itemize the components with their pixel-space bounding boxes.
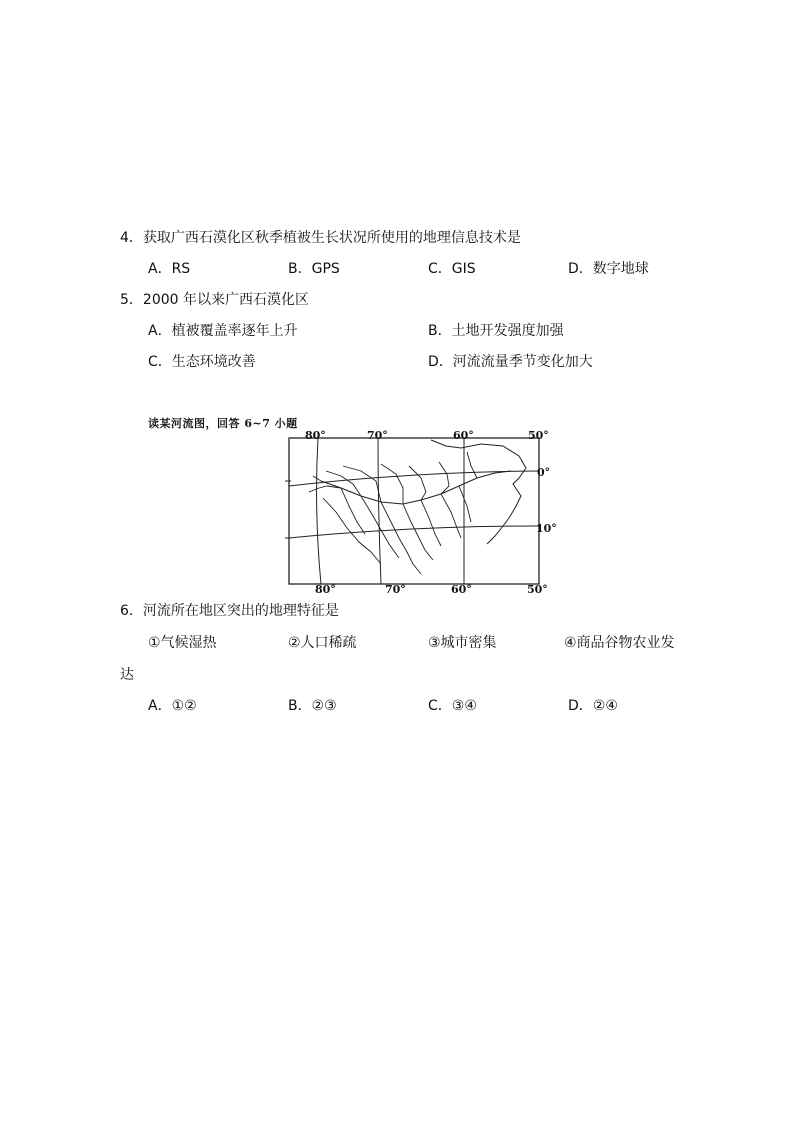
parallel-0 bbox=[289, 471, 539, 486]
q4-option-d: D．数字地球 bbox=[568, 261, 649, 277]
label-top-50: 50° bbox=[528, 429, 549, 442]
q6-item-1: ①气候湿热 bbox=[148, 635, 217, 651]
q5-option-b: B．土地开发强度加强 bbox=[428, 323, 564, 339]
label-bottom-80: 80° bbox=[315, 583, 336, 594]
label-top-80: 80° bbox=[305, 429, 326, 442]
q6-item-4: ④商品谷物农业发 bbox=[564, 635, 675, 651]
label-right-0: 0° bbox=[537, 466, 551, 479]
q6-item-2: ②人口稀疏 bbox=[288, 635, 357, 651]
q6-item-3: ③城市密集 bbox=[428, 635, 497, 651]
q4-option-b: B．GPS bbox=[288, 261, 340, 277]
label-bottom-70: 70° bbox=[385, 583, 406, 594]
q6-option-a: A．①② bbox=[148, 698, 197, 714]
label-top-70: 70° bbox=[367, 429, 388, 442]
q6-option-b: B．②③ bbox=[288, 698, 337, 714]
q5-option-d: D．河流流量季节变化加大 bbox=[428, 354, 593, 370]
question-4-stem: 4．获取广西石漠化区秋季植被生长状况所使用的地理信息技术是 bbox=[120, 230, 521, 246]
q5-option-a: A．植被覆盖率逐年上升 bbox=[148, 323, 298, 339]
q6-option-d: D．②④ bbox=[568, 698, 618, 714]
question-5-stem: 5．2000 年以来广西石漠化区 bbox=[120, 292, 309, 308]
question-6-stem: 6．河流所在地区突出的地理特征是 bbox=[120, 603, 339, 619]
q6-option-c: C．③④ bbox=[428, 698, 477, 714]
meridian-80 bbox=[317, 438, 321, 584]
river-map bbox=[281, 426, 557, 594]
map-caption: 读某河流图，回答 6~7 小题 bbox=[148, 417, 298, 430]
q4-option-a: A．RS bbox=[148, 261, 191, 277]
label-bottom-50: 50° bbox=[527, 583, 548, 594]
main-river bbox=[321, 471, 511, 504]
label-right-10: 10° bbox=[536, 522, 557, 535]
q4-option-c: C．GIS bbox=[428, 261, 476, 277]
q6-item-4-wrap: 达 bbox=[120, 667, 134, 683]
label-bottom-60: 60° bbox=[451, 583, 472, 594]
river-map-svg bbox=[281, 426, 557, 594]
map-frame bbox=[289, 438, 539, 584]
label-top-60: 60° bbox=[453, 429, 474, 442]
q5-option-c: C．生态环境改善 bbox=[148, 354, 256, 370]
